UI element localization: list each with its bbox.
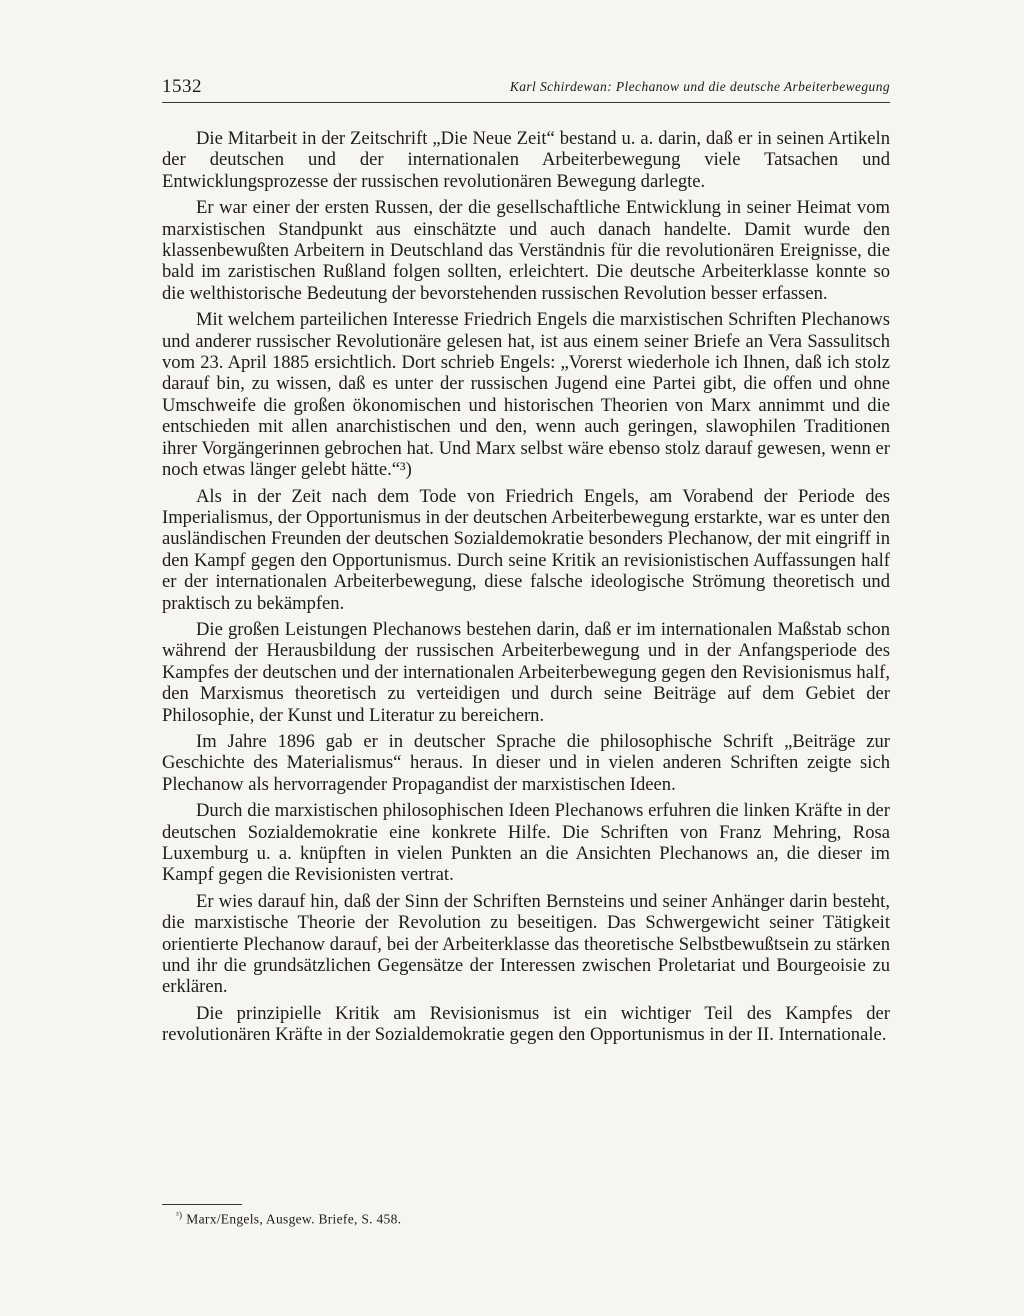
paragraph: Mit welchem parteilichen Interesse Friedrich Engels die marxistischen Schriften Plechanows und anderer russischer Revolutionäre gelesen hat, ist aus einem seiner Briefe an Vera Sassulitsch vom 23. April 1885 ersichtlich. Dort schrieb Engels: „Vorerst wiederhole ich Ihnen, daß ich stolz darauf bin, zu wissen, daß es unter der russischen Jugend eine Partei gibt, die offen und ohne Umschweife die großen ökonomischen und historischen Theorien von Marx annimmt und die entschieden mit allen anarchistischen und den, wenn auch geringen, slawophilen Traditionen ihrer Vorgängerinnen gebrochen hat. Und Marx selbst wäre ebenso stolz darauf gewesen, wenn er noch etwas länger gelebt hätte.“³)	[162, 309, 890, 481]
page-header	[162, 76, 890, 103]
paragraph: Die großen Leistungen Plechanows bestehen darin, daß er im internationalen Maßstab schon während der Herausbildung der russischen Arbeiterbewegung und in der Anfangsperiode des Kampfes der deutschen und der internationalen Arbeiterbewegung gegen den Revisionismus half, den Marxismus theoretisch zu verteidigen und durch seine Beiträge auf dem Gebiet der Philosophie, der Kunst und Literatur zu bereichern.	[162, 618, 890, 726]
paragraph: Im Jahre 1896 gab er in deutscher Sprache die philosophische Schrift „Beiträge zur Geschichte des Materialismus“ heraus. In dieser und in vielen anderen Schriften zeigte sich Plechanow als hervorragender Propagandist der marxistischen Ideen.	[162, 730, 890, 795]
page-number: 1532	[162, 76, 202, 97]
paragraph: Als in der Zeit nach dem Tode von Friedrich Engels, am Vorabend der Periode des Imperialismus, der Opportunismus in der deutschen Arbeiterbewegung erstarkte, war es unter den ausländischen Freunden der deutschen Sozialdemokratie besonders Plechanow, der mit eingriff in den Kampf gegen den Opportunismus. Durch seine Kritik an revisionistischen Auffassungen half er der internationalen Arbeiterbewegung, diese falsche ideologische Strömung theoretisch und praktisch zu bekämpfen.	[162, 485, 890, 614]
body-text	[162, 128, 890, 1051]
paragraph: Durch die marxistischen philosophischen Ideen Plechanows erfuhren die linken Kräfte in der deutschen Sozialdemokratie eine konkrete Hilfe. Die Schriften von Franz Mehring, Rosa Luxemburg u. a. knüpften in vielen Punkten an die Ansichten Plechanows an, die dieser im Kampf gegen die Revisionisten vertrat.	[162, 800, 890, 886]
paragraph: Er war einer der ersten Russen, der die gesellschaftliche Entwicklung in seiner Heimat vom marxistischen Standpunkt aus einschätzte und auch danach handelte. Damit wurde den klassenbewußten Arbeitern in Deutschland das Verständnis für die revolutionären Ereignisse, die bald im zaristischen Rußland folgen sollten, erleichtert. Die deutsche Arbeiterklasse konnte so die welthistorische Bedeutung der bevorstehenden russischen Revolution besser erfassen.	[162, 197, 890, 304]
paragraph: Die prinzipielle Kritik am Revisionismus ist ein wichtiger Teil des Kampfes der revolutionären Kräfte in der Sozialdemokratie gegen den Opportunismus in der II. Internationale.	[162, 1002, 890, 1046]
paragraph: Die Mitarbeit in der Zeitschrift „Die Neue Zeit“ bestand u. a. darin, daß er in seinen Artikeln der deutschen und der internationalen Arbeiterbewegung viele Tatsachen und Entwicklungsprozesse der russischen revolutionären Bewegung darlegte.	[162, 128, 890, 192]
paragraph: Er wies darauf hin, daß der Sinn der Schriften Bernsteins und seiner Anhänger darin besteht, die marxistische Theorie der Revolution zu beseitigen. Das Schwergewicht seiner Tätigkeit orientierte Plechanow darauf, bei der Arbeiterklasse das theoretische Selbstbewußtsein zu stärken und ihr die grundsätzlichen Gegensätze der Interessen zwischen Proletariat und Bourgeoisie zu erklären.	[162, 890, 890, 998]
footnote-rule	[162, 1204, 242, 1205]
footnote-text: Marx/Engels, Ausgew. Briefe, S. 458.	[186, 1211, 402, 1227]
footnote	[176, 1210, 401, 1228]
running-title: Karl Schirdewan: Plechanow und die deutsche Arbeiterbewegung	[509, 79, 890, 94]
footnote-mark: ³)	[176, 1210, 183, 1220]
